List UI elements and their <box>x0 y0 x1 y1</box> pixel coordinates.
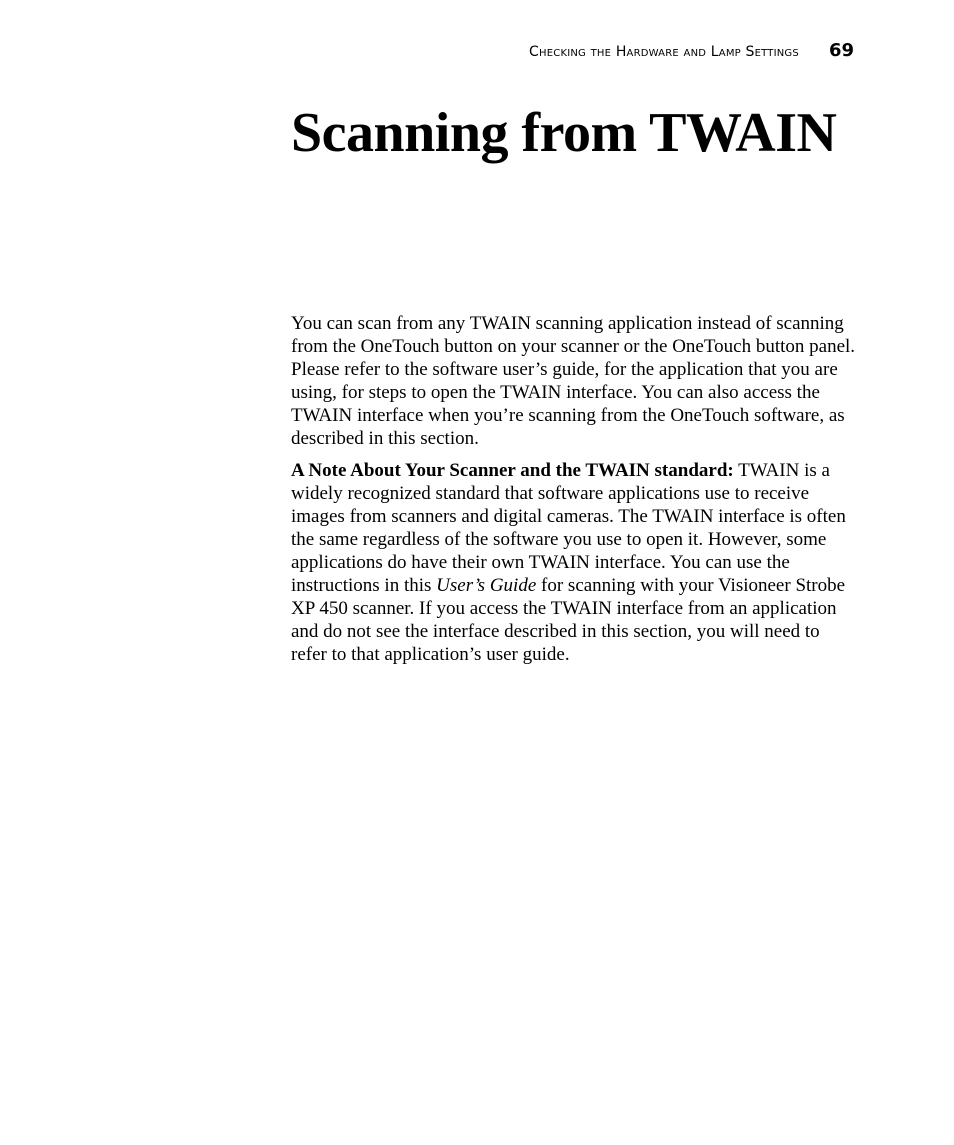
twain-note-paragraph <box>291 459 856 666</box>
running-header <box>529 40 854 61</box>
running-header-section-title: Checking the Hardware and Lamp Settings <box>529 44 799 60</box>
body-content <box>291 312 856 675</box>
twain-note-text: TWAIN is a widely recognized standard that software applications use to receive images from scanners and digital cameras. The TWAIN interface is often the same regardless of the software you use to open it. However, some applications do have their own TWAIN interface. You can use the instructions in this <box>291 460 846 596</box>
page-title: Scanning from TWAIN <box>291 102 837 164</box>
twain-note-text-end: for scanning with your Visioneer Strobe XP 450 scanner. If you access the TWAIN interface from an application and do not see the interface described in this section, you will need to refer to that application’s user guide. <box>291 575 846 665</box>
page-number: 69 <box>828 40 854 61</box>
users-guide-reference: User’s Guide <box>436 575 537 596</box>
twain-note-lead: A Note About Your Scanner and the TWAIN standard: <box>291 460 734 481</box>
intro-paragraph: You can scan from any TWAIN scanning application instead of scanning from the OneTouch button on your scanner or the OneTouch button panel. Please refer to the software user’s guide, for the application that you are using, for steps to open the TWAIN interface. You can also access the TWAIN interface when you’re scanning from the OneTouch software, as described in this section. <box>291 313 856 449</box>
